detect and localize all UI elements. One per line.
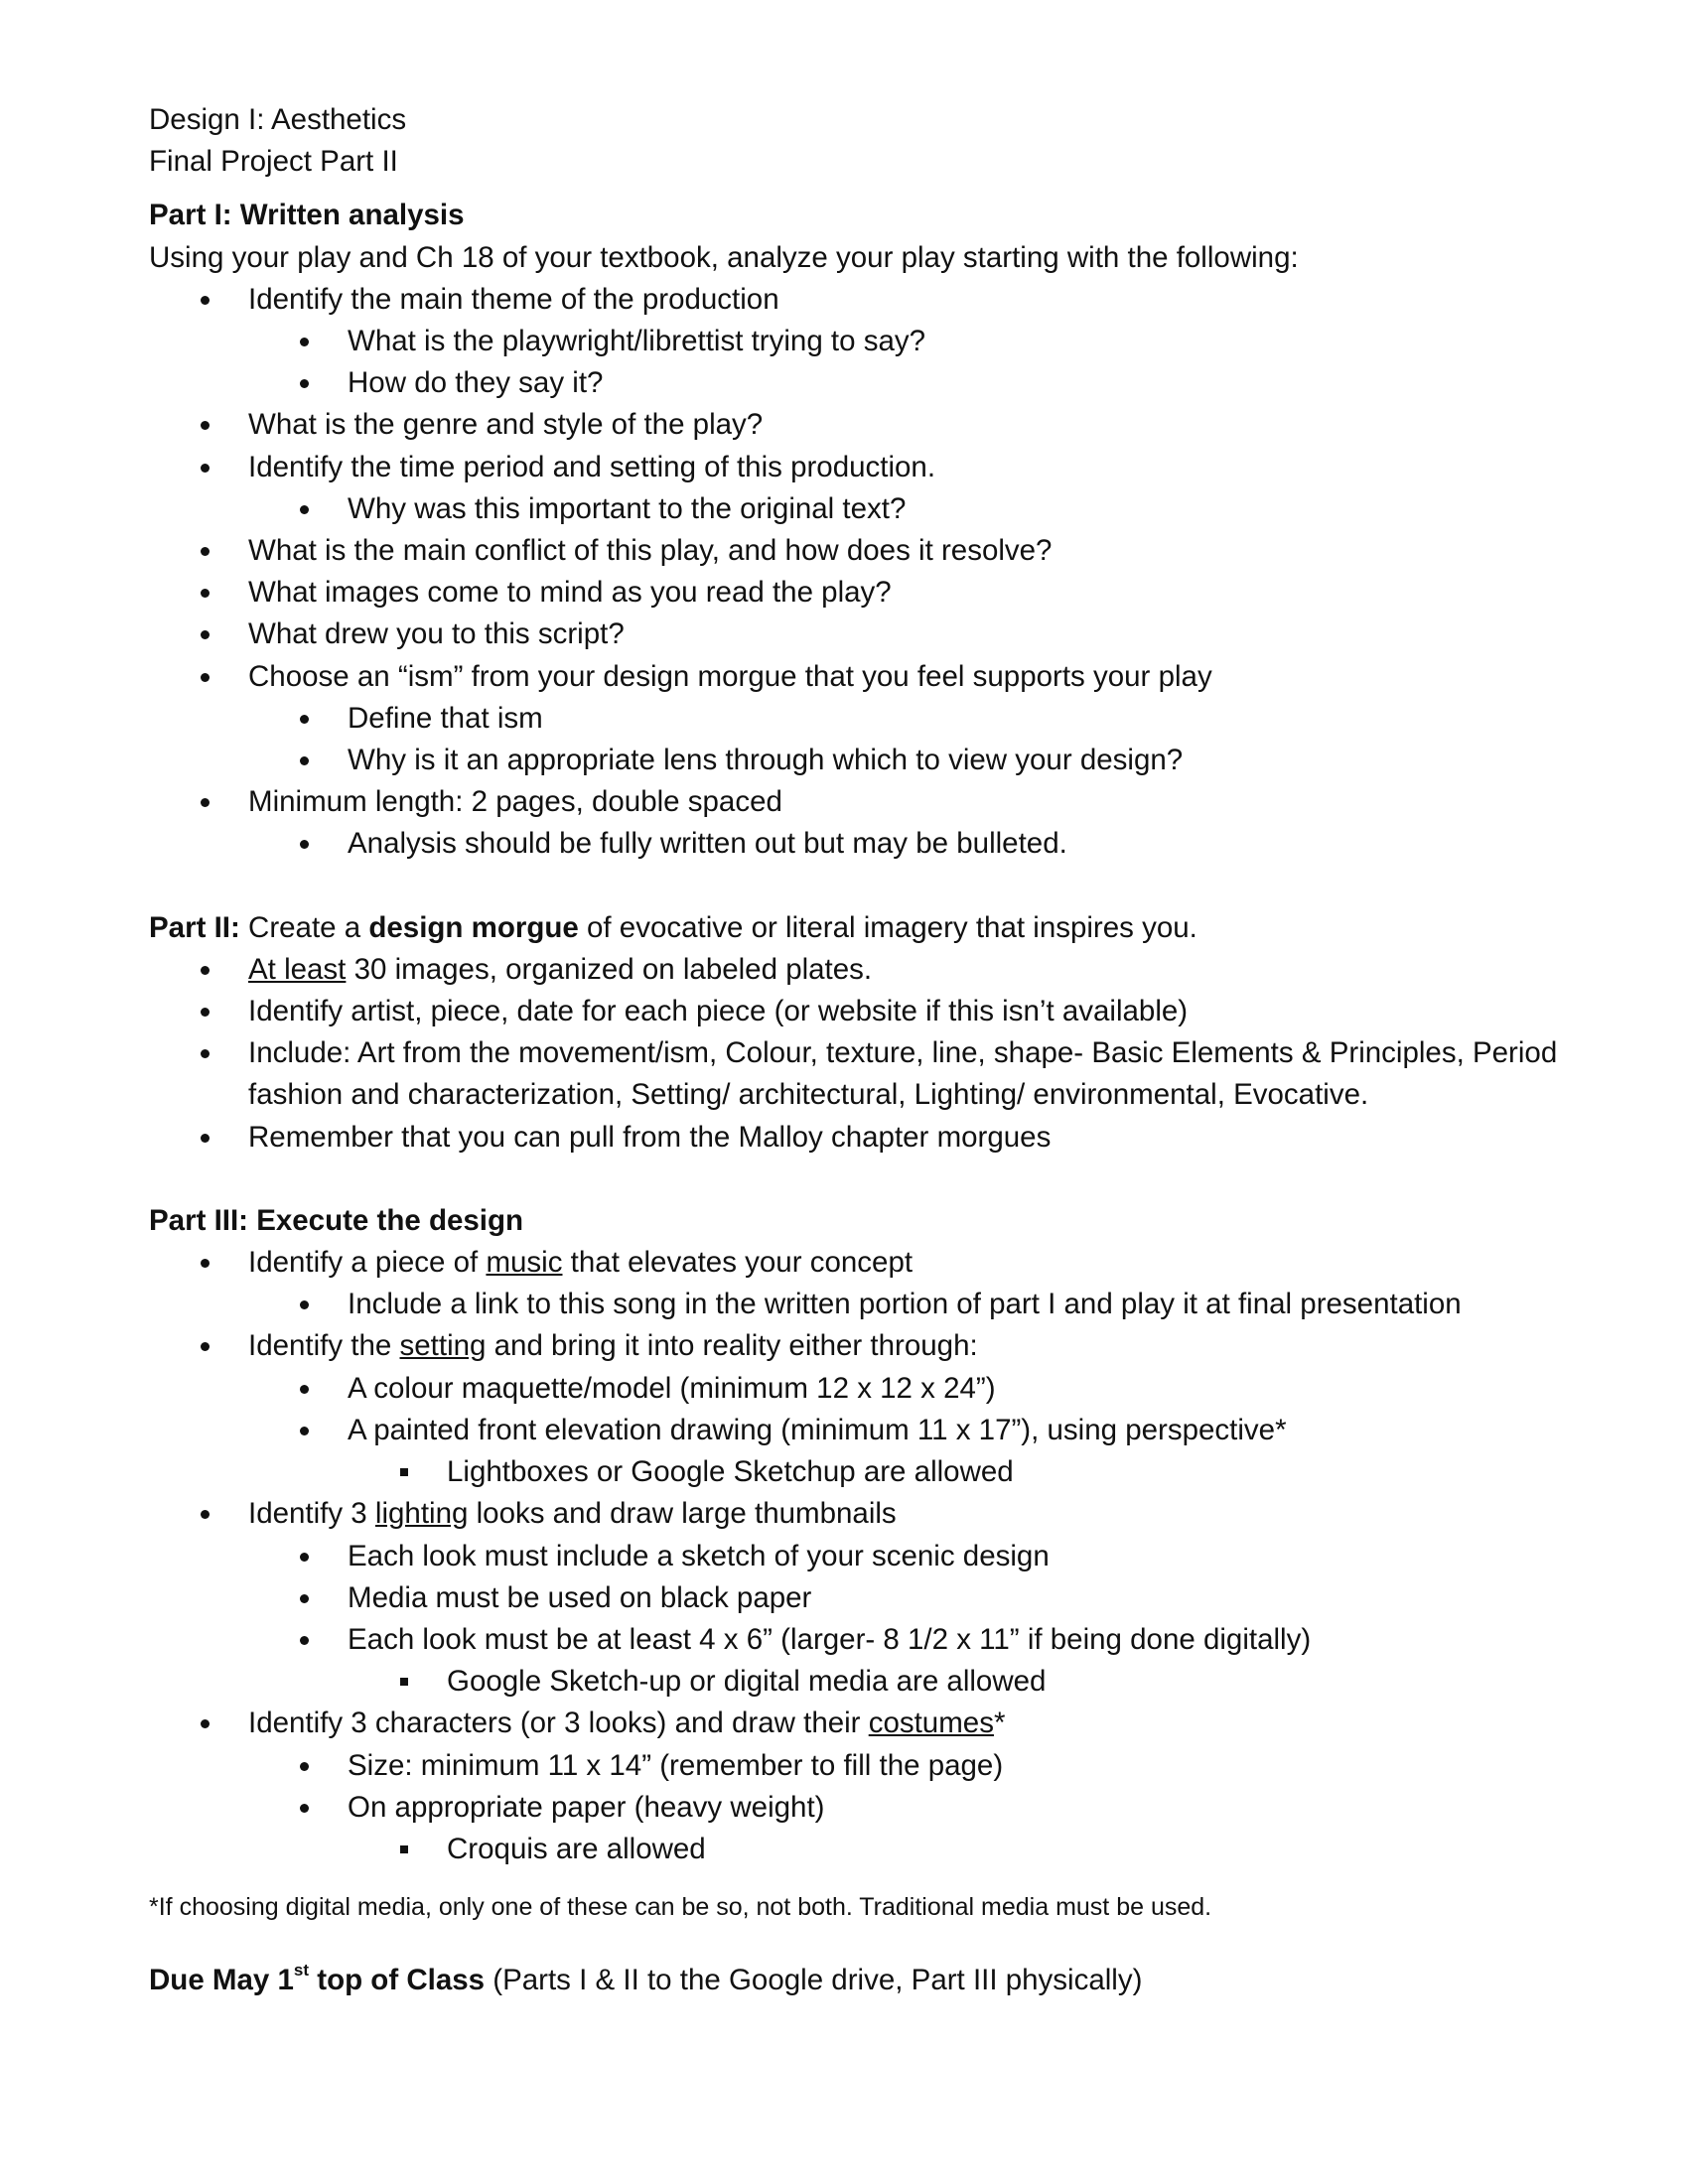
list-item — [149, 740, 1559, 781]
bullet-icon — [201, 798, 210, 807]
bullet-icon — [300, 1762, 309, 1771]
list-item — [149, 1745, 1559, 1787]
due-date-details: (Parts I & II to the Google drive, Part III physically) — [485, 1964, 1143, 1997]
bullet-icon — [300, 715, 309, 724]
list-item — [149, 488, 1559, 530]
list-item — [149, 1451, 1559, 1493]
list-item-text: Include: Art from the movement/ism, Colour, texture, line, shape- Basic Elements & Principles, Period fashion and characterization, Setting/ architectural, Lighting/ environmental, Evocative. — [248, 1036, 1558, 1112]
square-bullet-icon — [400, 1845, 408, 1853]
part-1-heading: Part I: Written analysis — [149, 199, 465, 232]
bullet-icon — [201, 1134, 210, 1143]
due-date-superscript: st — [293, 1961, 310, 1980]
list-item — [149, 949, 1559, 991]
bullet-icon — [300, 1427, 309, 1435]
list-item-text: Remember that you can pull from the Malloy chapter morgues — [248, 1120, 1052, 1154]
list-item-text: Minimum length: 2 pages, double spaced — [248, 785, 782, 819]
list-item — [149, 1703, 1559, 1744]
list-item-text: Lightboxes or Google Sketchup are allowed — [447, 1455, 1014, 1489]
bullet-icon — [201, 1008, 210, 1017]
bullet-icon — [201, 630, 210, 639]
list-item — [149, 1368, 1559, 1410]
list-item — [149, 1493, 1559, 1535]
list-item — [149, 1117, 1559, 1159]
list-item-text: Define that ism — [348, 701, 543, 735]
list-item-underlined: setting — [399, 1329, 487, 1363]
list-item — [149, 698, 1559, 740]
list-item — [149, 1829, 1559, 1870]
list-item — [149, 1661, 1559, 1703]
course-title: Design I: Aesthetics — [149, 103, 407, 136]
list-item-text: On appropriate paper (heavy weight) — [348, 1790, 825, 1824]
bullet-icon — [300, 505, 309, 514]
due-date-line — [149, 1960, 1559, 2001]
list-item-text: Why was this important to the original text? — [348, 491, 907, 525]
bullet-icon — [201, 1342, 210, 1351]
part-3-list — [149, 1242, 1559, 1870]
list-item-text: Analysis should be fully written out but may be bulleted. — [348, 827, 1067, 861]
bullet-icon — [201, 1510, 210, 1519]
list-item-text: What is the genre and style of the play? — [248, 408, 764, 442]
bullet-icon — [201, 464, 210, 473]
bullet-icon — [300, 379, 309, 388]
list-item-text: What images come to mind as you read the play? — [248, 576, 892, 610]
part-2-lead: Create a — [239, 910, 369, 944]
list-item-text: Google Sketch-up or digital media are allowed — [447, 1665, 1047, 1699]
bullet-icon — [300, 1804, 309, 1813]
list-item — [149, 1410, 1559, 1451]
list-item-text: that elevates your concept — [562, 1246, 914, 1280]
part-1-list — [149, 279, 1559, 866]
list-item-text: How do they say it? — [348, 366, 604, 400]
bullet-icon — [300, 1636, 309, 1645]
list-item — [149, 781, 1559, 823]
document-body — [149, 99, 1559, 2001]
list-item — [149, 1284, 1559, 1325]
square-bullet-icon — [400, 1678, 408, 1686]
list-item-text: Croquis are allowed — [447, 1832, 706, 1865]
list-item — [149, 1536, 1559, 1577]
part-1-intro: Using your play and Ch 18 of your textbook, analyze your play starting with the following: — [149, 240, 1299, 274]
part-1-section — [149, 195, 1559, 865]
list-item — [149, 279, 1559, 321]
list-item-text: 30 images, organized on labeled plates. — [346, 952, 873, 986]
bullet-icon — [201, 547, 210, 556]
bullet-icon — [300, 338, 309, 346]
list-item — [149, 614, 1559, 655]
bullet-icon — [201, 1259, 210, 1268]
bullet-icon — [300, 1553, 309, 1562]
bullet-icon — [201, 966, 210, 975]
bullet-icon — [201, 1719, 210, 1728]
list-item-text: Identify the main theme of the production — [248, 282, 779, 316]
document-header — [149, 99, 1559, 183]
list-item-text: What is the playwright/librettist trying to say? — [348, 325, 926, 358]
part-2-tail: of evocative or literal imagery that inspires you. — [578, 910, 1197, 944]
list-item — [149, 404, 1559, 446]
list-item — [149, 362, 1559, 404]
list-item-text: What is the main conflict of this play, and how does it resolve? — [248, 534, 1053, 568]
list-item — [149, 1619, 1559, 1661]
list-item — [149, 447, 1559, 488]
square-bullet-icon — [400, 1468, 408, 1476]
bullet-icon — [201, 421, 210, 430]
bullet-icon — [300, 756, 309, 765]
list-item — [149, 1325, 1559, 1367]
list-item-text: Why is it an appropriate lens through which to view your design? — [348, 744, 1184, 777]
due-date-bold: Due May 1 — [149, 1964, 294, 1997]
list-item-text: Identify the time period and setting of this production. — [248, 450, 936, 483]
list-item-underlined: lighting — [374, 1497, 469, 1531]
bullet-icon — [201, 296, 210, 305]
part-2-list — [149, 949, 1559, 1159]
part-2-heading — [149, 907, 1559, 949]
bullet-icon — [201, 589, 210, 598]
list-item — [149, 1787, 1559, 1829]
list-item-text: Size: minimum 11 x 14” (remember to fill the page) — [348, 1748, 1004, 1782]
list-item — [149, 823, 1559, 865]
due-date-bold: top of Class — [309, 1964, 486, 1997]
list-item-text: Identify artist, piece, date for each piece (or website if this isn’t available) — [248, 995, 1189, 1028]
list-item-text: Choose an “ism” from your design morgue that you feel supports your play — [248, 659, 1212, 693]
project-title: Final Project Part II — [149, 145, 398, 179]
list-item-text: What drew you to this script? — [248, 617, 625, 651]
bullet-icon — [300, 1300, 309, 1309]
list-item — [149, 530, 1559, 572]
bullet-icon — [300, 1594, 309, 1603]
list-item-underlined: music — [486, 1246, 563, 1280]
list-item-text: * — [993, 1706, 1006, 1740]
list-item-text: and bring it into reality either through: — [486, 1329, 978, 1363]
part-2-bold: design morgue — [368, 910, 579, 944]
list-item — [149, 1032, 1559, 1116]
bullet-icon — [201, 1049, 210, 1058]
list-item-text: Include a link to this song in the written portion of part I and play it at final presentation — [348, 1288, 1462, 1321]
list-item-text: Identify 3 — [248, 1497, 375, 1531]
list-item — [149, 656, 1559, 698]
bullet-icon — [300, 840, 309, 849]
list-item-text: Identify the — [248, 1329, 400, 1363]
list-item-underlined: costumes — [868, 1706, 994, 1740]
part-3-heading: Part III: Execute the design — [149, 1203, 524, 1237]
list-item-text: Identify a piece of — [248, 1246, 487, 1280]
list-item — [149, 1577, 1559, 1619]
list-item — [149, 991, 1559, 1032]
part-2-section — [149, 907, 1559, 1159]
list-item — [149, 572, 1559, 614]
list-item-text: Identify 3 characters (or 3 looks) and draw their — [248, 1706, 869, 1740]
footnote: *If choosing digital media, only one of these can be so, not both. Traditional media must be used. — [149, 1893, 1212, 1922]
list-item-text: A painted front elevation drawing (minimum 11 x 17”), using perspective* — [348, 1413, 1287, 1446]
part-2-label: Part II: — [149, 910, 240, 944]
list-item-underlined: At least — [248, 952, 347, 986]
list-item-text: Media must be used on black paper — [348, 1580, 812, 1614]
part-3-section — [149, 1200, 1559, 1870]
bullet-icon — [300, 1385, 309, 1394]
list-item-text: Each look must include a sketch of your scenic design — [348, 1539, 1050, 1572]
list-item — [149, 1242, 1559, 1284]
list-item-text: looks and draw large thumbnails — [468, 1497, 897, 1531]
list-item — [149, 321, 1559, 362]
bullet-icon — [201, 673, 210, 682]
list-item-text: A colour maquette/model (minimum 12 x 12 x 24”) — [348, 1371, 996, 1405]
list-item-text: Each look must be at least 4 x 6” (larger- 8 1/2 x 11” if being done digitally) — [348, 1622, 1312, 1656]
